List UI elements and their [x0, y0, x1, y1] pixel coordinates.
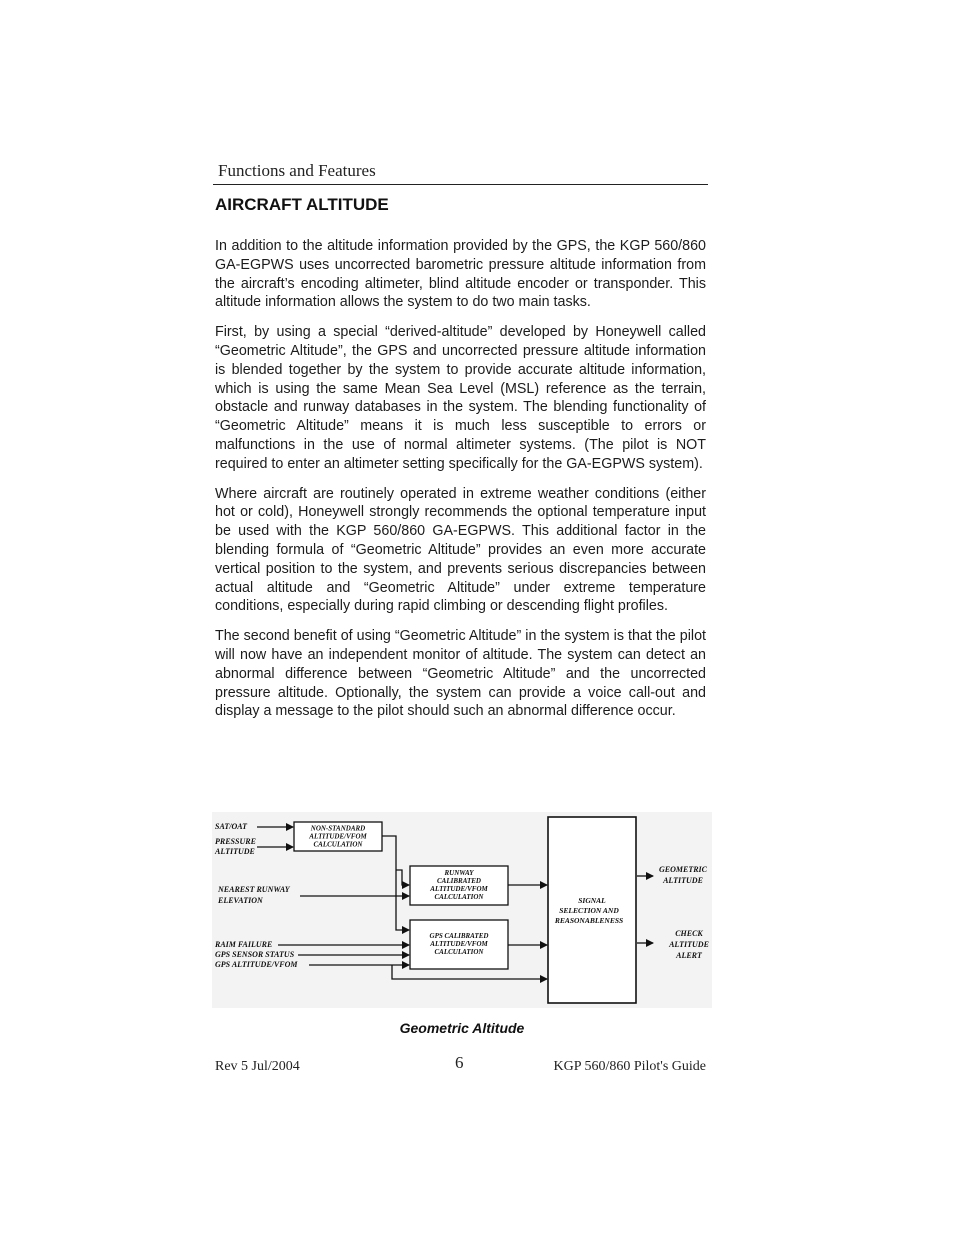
output-label-altitude: ALTITUDE: [663, 876, 703, 885]
body-text: [215, 237, 706, 732]
input-label-nearest-runway: NEAREST RUNWAY: [218, 885, 290, 894]
output-label-check-altitude: ALTITUDE: [669, 940, 709, 949]
footer-guide-title: KGP 560/860 Pilot's Guide: [553, 1059, 706, 1074]
output-label-alert: ALERT: [676, 951, 702, 960]
block-runway-line4: CALCULATION: [434, 893, 484, 901]
paragraph: In addition to the altitude information provided by the GPS, the KGP 560/860 GA-EGPWS uses uncorrected barometric pressure altitude information from the aircraft’s encoding altimeter, blind altitude encoder or transponder. This altitude information allows the system to do two main tasks.: [215, 238, 706, 311]
header-rule: [213, 184, 708, 185]
block-signal-line2: SELECTION AND: [559, 906, 619, 915]
input-label-altitude: ALTITUDE: [215, 847, 255, 856]
block-non-standard-line2: ALTITUDE/VFOM: [309, 832, 367, 841]
paragraph: Where aircraft are routinely operated in extreme weather conditions (either hot or cold), Honeywell strongly recommends the optional temperature input be used with the KGP 560/860 GA-EGPWS. This additional factor in the blending formula of “Geometric Altitude” provides an even more accurate vertical position to the system, and prevents serious discrepancies between actual altitude and “Geometric Altitude” under extreme temperature conditions, especially during rapid climbing or descending flight profiles.: [215, 485, 706, 615]
block-runway-line2: CALIBRATED: [437, 877, 481, 885]
paragraph: The second benefit of using “Geometric Altitude” in the system is that the pilot will now have an independent monitor of altitude. The system can detect an abnormal difference between “Geometric Altitude” and the uncorrected pressure altitude. Optionally, the system can provide a voice call-out and display a message to the pilot should such an abnormal difference occur.: [215, 628, 706, 720]
geometric-altitude-diagram: [212, 812, 712, 1008]
input-label-gps-altitude-vfom: GPS ALTITUDE/VFOM: [215, 960, 298, 969]
paragraph: First, by using a special “derived-altitude” developed by Honeywell called “Geometric Altitude”, the GPS and uncorrected pressure altitude information is blended together by the system to provide accurate altitude information, which is using the same Mean Sea Level (MSL) reference as the terrain, obstacle and runway databases in the system. The blending functionality of “Geometric Altitude” means it is much less susceptible to errors or malfunctions in the use of normal altimeter systems. (The pilot is NOT required to enter an altimeter setting specifically for the GA-EGPWS system).: [215, 324, 706, 472]
output-label-check: CHECK: [675, 929, 703, 938]
block-signal-line1: SIGNAL: [578, 896, 606, 905]
section-title: AIRCRAFT ALTITUDE: [215, 195, 389, 214]
footer-page-number: 6: [455, 1053, 464, 1072]
block-gps-line1: GPS CALIBRATED: [429, 932, 489, 940]
block-non-standard-line1: NON-STANDARD: [310, 824, 366, 833]
block-runway-line1: RUNWAY: [444, 869, 474, 877]
connector-nonstd-out: [382, 836, 396, 870]
block-signal-line3: REASONABLENESS: [554, 916, 624, 925]
input-label-pressure: PRESSURE: [215, 837, 256, 846]
running-head: Functions and Features: [218, 161, 376, 180]
input-label-sat-oat: SAT/OAT: [215, 822, 248, 831]
input-label-gps-sensor-status: GPS SENSOR STATUS: [215, 950, 295, 959]
output-label-geometric: GEOMETRIC: [658, 865, 708, 874]
block-runway-line3: ALTITUDE/VFOM: [430, 885, 488, 893]
figure-caption: Geometric Altitude: [399, 1020, 525, 1036]
input-label-raim-failure: RAIM FAILURE: [215, 940, 273, 949]
connector-nonstd-to-runway: [396, 870, 409, 885]
input-label-elevation: ELEVATION: [218, 896, 263, 905]
block-non-standard-line3: CALCULATION: [313, 840, 363, 849]
block-gps-line3: CALCULATION: [434, 948, 484, 956]
footer-revision: Rev 5 Jul/2004: [215, 1059, 300, 1074]
block-gps-line2: ALTITUDE/VFOM: [430, 940, 488, 948]
